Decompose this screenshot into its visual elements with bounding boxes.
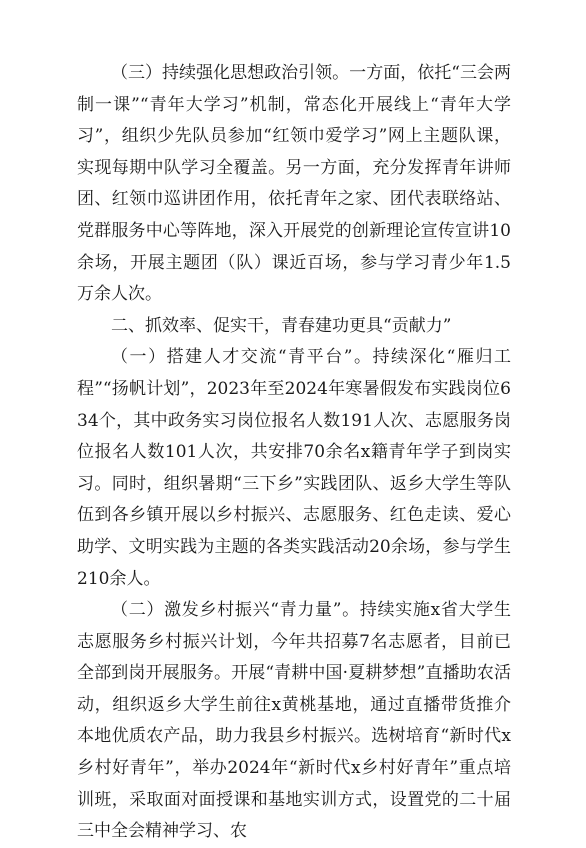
document-body bbox=[77, 58, 511, 848]
paragraph-talent-platform: （一）搭建人才交流“青平台”。持续深化“雁归工程”“扬帆计划”，2023年至2024年寒暑假发布实践岗位634个，其中政务实习岗位报名人数191人次、志愿服务岗位报名人数101人次，共安排70余名x籍青年学子到岗实习。同时，组织暑期“三下乡”实践团队、返乡大学生等队伍到各乡镇开展以乡村振兴、志愿服务、红色走读、爱心助学、文明实践为主题的各类实践活动20余场，参与学生210余人。 bbox=[77, 347, 511, 589]
paragraph-ideological-guidance: （三）持续强化思想政治引领。一方面，依托“三会两制一课”“青年大学习”机制，常态化开展线上“青年大学习”，组织少先队员参加“红领巾爱学习”网上主题队课，实现每期中队学习全覆盖。另一方面，充分发挥青年讲师团、红领巾巡讲团作用，依托青年之家、团代表联络站、党群服务中心等阵地，深入开展党的创新理论宣传宣讲10余场，开展主题团（队）课近百场，参与学习青少年1.5万余人次。 bbox=[77, 63, 511, 305]
section-heading-contribution: 二、抓效率、促实干，青春建功更具“贡献力” bbox=[111, 315, 452, 336]
paragraph-rural-revitalization: （二）激发乡村振兴“青力量”。持续实施x省大学生志愿服务乡村振兴计划，今年共招募7名志愿者，目前已全部到岗开展服务。开展“青耕中国·夏耕梦想”直播助农活动，组织返乡大学生前往x黄桃基地，通过直播带货推介本地优质农产品，助力我县乡村振兴。选树培育“新时代x乡村好青年”，举办2024年“新时代x乡村好青年”重点培训班，采取面对面授课和基地实训方式，设置党的二十届三中全会精神学习、农 bbox=[77, 600, 511, 842]
